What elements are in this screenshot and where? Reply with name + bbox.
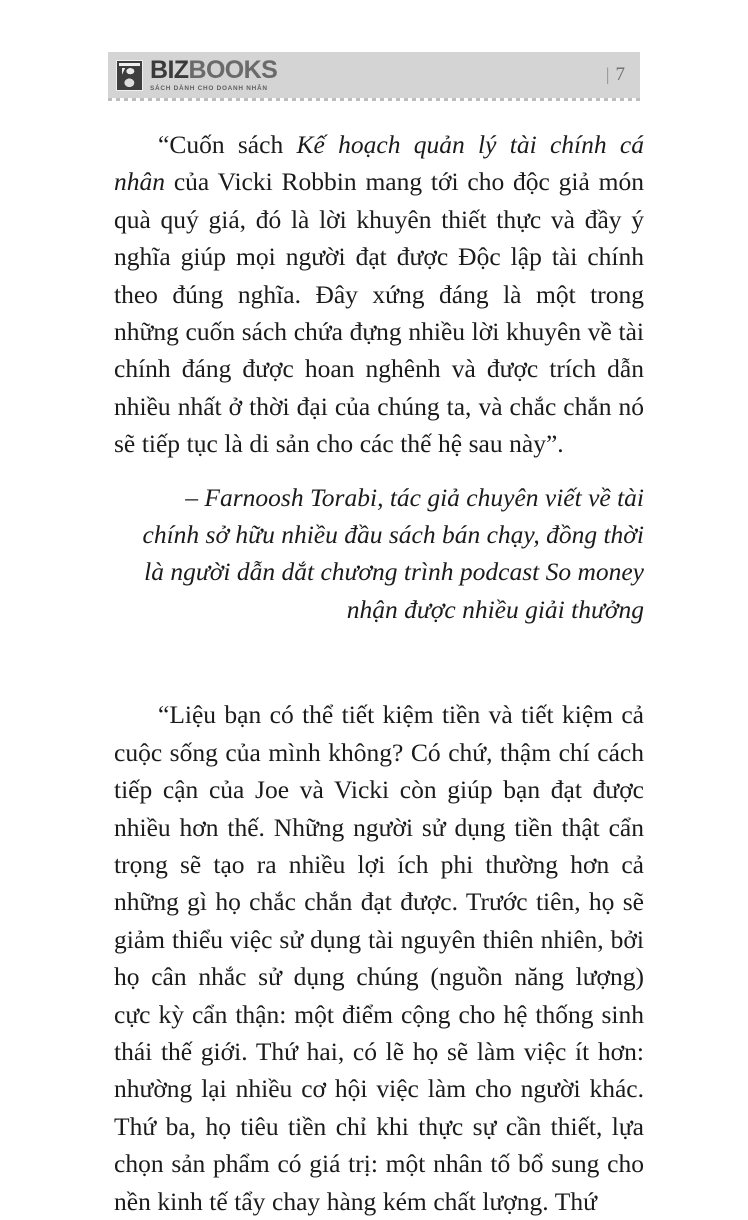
brand-tagline: SÁCH DÀNH CHO DOANH NHÂN bbox=[150, 84, 268, 92]
attribution-line-3: là người dẫn dắt chương trình podcast So money bbox=[144, 557, 644, 587]
running-header bbox=[108, 52, 640, 98]
brand-name-books: BOOKS bbox=[188, 55, 278, 84]
quote-paragraph-two: “Liệu bạn có thể tiết kiệm tiền và tiết kiệm cả cuộc sống của mình không? Có chứ, thậm chí cách tiếp cận của Joe và Vicki còn giúp bạn đạt được nhiều hơn thế. Những người sử dụng tiền thật cẩn trọng sẽ tạo ra nhiều lợi ích phi thường hơn cả những gì họ chắc chắn đạt được. Trước tiên, họ sẽ giảm thiểu việc sử dụng tài nguyên thiên nhiên, bởi họ cân nhắc sử dụng chúng (nguồn năng lượng) cực kỳ cẩn thận: một điểm cộng cho hệ thống sinh thái thế giới. Thứ hai, có lẽ họ sẽ làm việc ít hơn: nhường lại nhiều cơ hội việc làm cho người khác. Thứ ba, họ tiêu tiền chỉ khi thực sự cần thiết, lựa chọn sản phẩm có giá trị: một nhân tố bổ sung cho nền kinh tế tẩy chay hàng kém chất lượng. Thứ bbox=[114, 700, 644, 1216]
attribution-line-1: – Farnoosh Torabi, tác giả chuyên viết về tài bbox=[185, 482, 644, 512]
page-content bbox=[114, 126, 644, 1220]
book-title: Kế hoạch quản lý tài chính cá nhân bbox=[114, 130, 644, 197]
brand-wordmark bbox=[150, 55, 278, 92]
attribution-line-2: chính sở hữu nhiều đầu sách bán chạy, đồng thời bbox=[142, 520, 644, 550]
book-icon bbox=[116, 60, 143, 91]
quote-one-rest: của Vicki Robbin mang tới cho độc giả món quà quý giá, đó là lời khuyên thiết thực và đầy ý nghĩa giúp mọi người đạt được Độc lập tài chính theo đúng nghĩa. Đây xứng đáng là một trong những cuốn sách chứa đựng nhiều lời khuyên về tài chính đáng được hoan nghênh và được trích dẫn nhiều nhất ở thời đại của chúng ta, và chắc chắn nó sẽ tiếp tục là di sản cho các thế hệ sau này”. bbox=[114, 167, 644, 459]
quote-paragraph-one bbox=[114, 126, 644, 463]
page-folio bbox=[606, 64, 626, 86]
folio-rule: | bbox=[605, 64, 611, 84]
quote-attribution bbox=[114, 463, 644, 629]
attribution-line-4: nhận được nhiều giải thưởng bbox=[346, 594, 644, 624]
page-number: 7 bbox=[615, 64, 626, 85]
quote-one-opening: “Cuốn sách bbox=[158, 130, 297, 159]
paragraph-spacer bbox=[114, 628, 644, 696]
bizbooks-logo bbox=[116, 55, 278, 92]
brand-name bbox=[150, 55, 278, 84]
brand-name-biz: BIZ bbox=[150, 55, 189, 84]
